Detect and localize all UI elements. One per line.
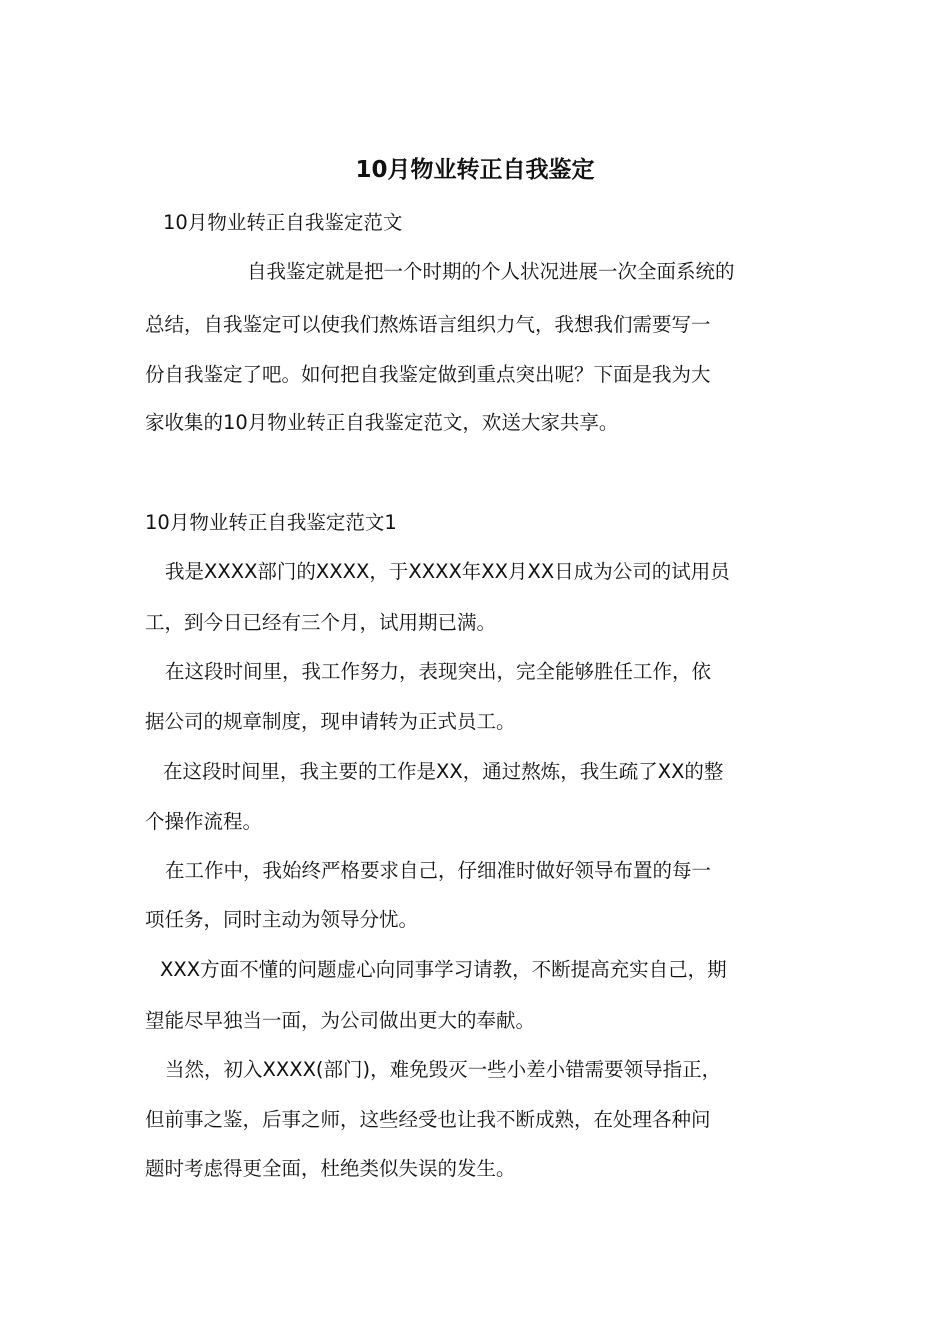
- intro-line-1: 自我鉴定就是把一个时期的个人状况进展一次全面系统的: [247, 260, 735, 283]
- body-line-10: 望能尽早独当一面，为公司做出更大的奉献。: [145, 1009, 536, 1032]
- body-line-8: 项任务，同时主动为领导分忧。: [145, 908, 419, 931]
- body-line-2: 工，到今日已经有三个月，试用期已满。: [145, 611, 497, 634]
- intro-line-3: 份自我鉴定了吧。如何把自我鉴定做到重点突出呢？下面是我为大: [145, 363, 711, 386]
- body-line-11: 当然，初入XXXX(部门)，难免毁灭一些小差小错需要领导指正，: [165, 1058, 722, 1081]
- body-line-7: 在工作中，我始终严格要求自己，仔细准时做好领导布置的每一: [165, 859, 712, 882]
- intro-line-4: 家收集的10月物业转正自我鉴定范文，欢送大家共享。: [145, 411, 619, 434]
- intro-line-2: 总结，自我鉴定可以使我们熬炼语言组织力气，我想我们需要写一: [145, 313, 711, 336]
- document-subtitle: 10月物业转正自我鉴定范文: [163, 211, 403, 234]
- document-title: 10月物业转正自我鉴定: [355, 157, 595, 183]
- body-line-1: 我是XXXX部门的XXXX，于XXXX年XX月XX日成为公司的试用员: [165, 560, 730, 583]
- body-line-9: XXX方面不懂的问题虚心向同事学习请教，不断提高充实自己，期: [160, 958, 727, 981]
- body-line-12: 但前事之鉴，后事之师，这些经受也让我不断成熟，在处理各种问: [145, 1108, 711, 1131]
- body-line-13: 题时考虑得更全面，杜绝类似失误的发生。: [145, 1157, 516, 1180]
- body-line-5: 在这段时间里，我主要的工作是XX，通过熬炼，我生疏了XX的整: [163, 760, 724, 783]
- body-line-3: 在这段时间里，我工作努力，表现突出，完全能够胜任工作，依: [165, 660, 712, 683]
- section-heading: 10月物业转正自我鉴定范文1: [145, 511, 397, 534]
- body-line-4: 据公司的规章制度，现申请转为正式员工。: [145, 710, 516, 733]
- body-line-6: 个操作流程。: [145, 810, 263, 833]
